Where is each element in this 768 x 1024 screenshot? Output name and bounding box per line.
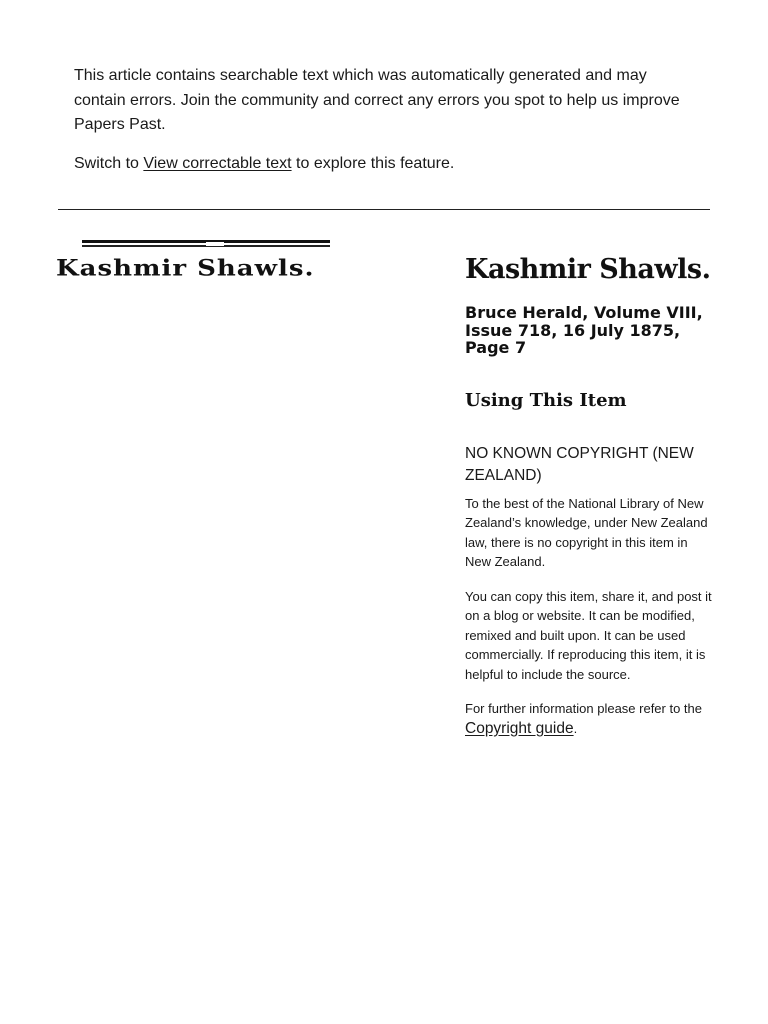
usage-permissions: You can copy this item, share it, and post it on a blog or website. It can be modified, remixed and built upon. It can be used commercially. If reproducing this item, it is helpful to include the source. bbox=[465, 588, 712, 682]
scan-rule-lines bbox=[56, 236, 346, 256]
copyright-explanation: To the best of the National Library of New Zealand’s knowledge, under New Zealand law, there is no copyright in this item in New Zealand. bbox=[465, 495, 708, 569]
using-this-item-heading: Using This Item bbox=[465, 389, 627, 411]
ocr-notice bbox=[74, 64, 689, 176]
view-correctable-text-link[interactable]: View correctable text bbox=[143, 154, 292, 172]
article-scan-image bbox=[56, 236, 346, 296]
copyright-status: NO KNOWN COPYRIGHT (NEW ZEALAND) bbox=[465, 444, 694, 484]
ocr-notice-text: This article contains searchable text which was automatically generated and may contain errors. Join the community and correct any errors you spot to help us improve Papers Past. bbox=[74, 67, 680, 133]
switch-text-line bbox=[74, 152, 689, 177]
switch-prefix: Switch to bbox=[74, 154, 144, 172]
section-divider bbox=[58, 209, 710, 210]
switch-suffix: to explore this feature. bbox=[291, 154, 455, 172]
further-information bbox=[465, 699, 715, 738]
further-info-suffix: . bbox=[573, 720, 578, 736]
copyright-guide-link[interactable]: Copyright guide bbox=[465, 719, 574, 737]
item-sidebar bbox=[465, 250, 715, 751]
item-title: Kashmir Shawls. bbox=[465, 254, 711, 285]
item-citation: Bruce Herald, Volume VIII, Issue 718, 16 July 1875, Page 7 bbox=[465, 303, 703, 357]
scan-headline: Kashmir Shawls. bbox=[56, 256, 315, 282]
further-info-prefix: For further information please refer to the bbox=[465, 701, 703, 716]
